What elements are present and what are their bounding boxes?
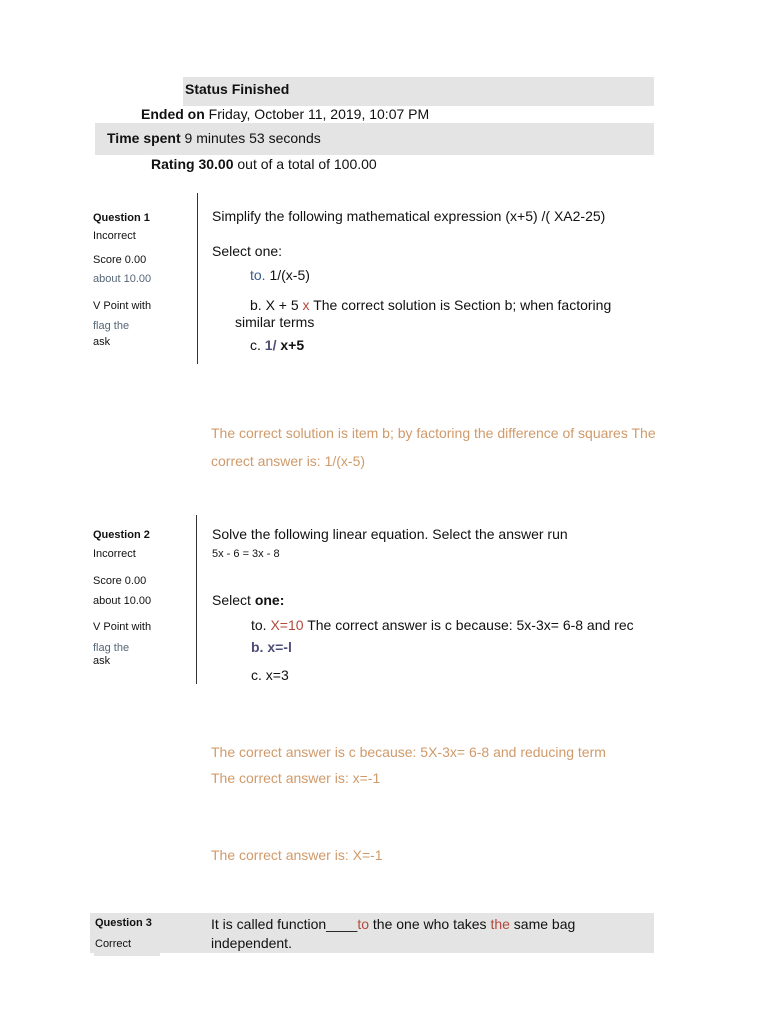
question-2-equation: 5x - 6 = 3x - 8 [212, 548, 280, 560]
question-2-option-b[interactable]: b. x=-l [251, 639, 292, 655]
question-2-point: V Point with [93, 621, 152, 633]
status-row: Status Finished [185, 81, 290, 97]
question-2-ask: ask [93, 655, 111, 667]
question-1-option-b-line2: similar terms [235, 314, 315, 330]
rating-row: Rating 30.00 out of a total of 100.00 [151, 156, 377, 172]
question-3-label: Question 3 [95, 917, 152, 929]
question-1-point: V Point with [93, 300, 152, 312]
question-1-divider [197, 193, 198, 364]
question-1-option-b[interactable]: b. X + 5 x The correct solution is Section b; when factoring [250, 297, 612, 313]
question-2-flag-link[interactable]: flag the [93, 642, 130, 654]
question-2-divider [196, 515, 197, 684]
question-2-state: Incorrect [93, 548, 136, 560]
question-2-option-a[interactable]: to. X=10 The correct answer is c because: 5x-3x= 6-8 and rec [251, 617, 634, 633]
question-1-score: Score 0.00 [93, 254, 147, 266]
question-2-feedback-line3: The correct answer is: X=-1 [211, 847, 383, 863]
question-3-state: Correct [95, 938, 132, 950]
question-1-label: Question 1 [93, 212, 150, 224]
question-3-prompt-line2: independent. [211, 935, 292, 951]
question-2-select: Select one: [212, 592, 285, 608]
question-1-about: about 10.00 [93, 273, 152, 285]
question-2-feedback-line2: The correct answer is: x=-1 [211, 770, 381, 786]
question-1-option-c[interactable]: c. 1/ x+5 [250, 337, 305, 353]
question-2-score: Score 0.00 [93, 575, 147, 587]
ended-row: Ended on Friday, October 11, 2019, 10:07 PM [141, 106, 430, 122]
question-2-option-c[interactable]: c. x=3 [251, 667, 289, 683]
wrong-mark-icon: x [302, 297, 310, 313]
question-1-option-a[interactable]: to. 1/(x-5) [250, 267, 310, 283]
question-1-state: Incorrect [93, 230, 136, 242]
question-2-label: Question 2 [93, 529, 150, 541]
question-1-flag-link[interactable]: flag the [93, 320, 130, 332]
question-2-feedback-line1: The correct answer is c because: 5X-3x= 6-8 and reducing term [211, 744, 606, 760]
question-2-about: about 10.00 [93, 595, 152, 607]
question-3-meta-band [94, 953, 160, 956]
question-1-ask: ask [93, 336, 111, 348]
question-1-select: Select one: [212, 243, 283, 259]
question-3-prompt: It is called function____to the one who takes the same bag [211, 916, 576, 932]
question-2-prompt: Solve the following linear equation. Select the answer run [212, 526, 568, 542]
time-row: Time spent 9 minutes 53 seconds [107, 130, 321, 146]
question-1-prompt: Simplify the following mathematical expression (x+5) /( XA2-25) [212, 208, 606, 224]
question-1-feedback-line1: The correct solution is item b; by factoring the difference of squares The [211, 425, 656, 441]
question-1-feedback-line2: correct answer is: 1/(x-5) [211, 453, 366, 469]
